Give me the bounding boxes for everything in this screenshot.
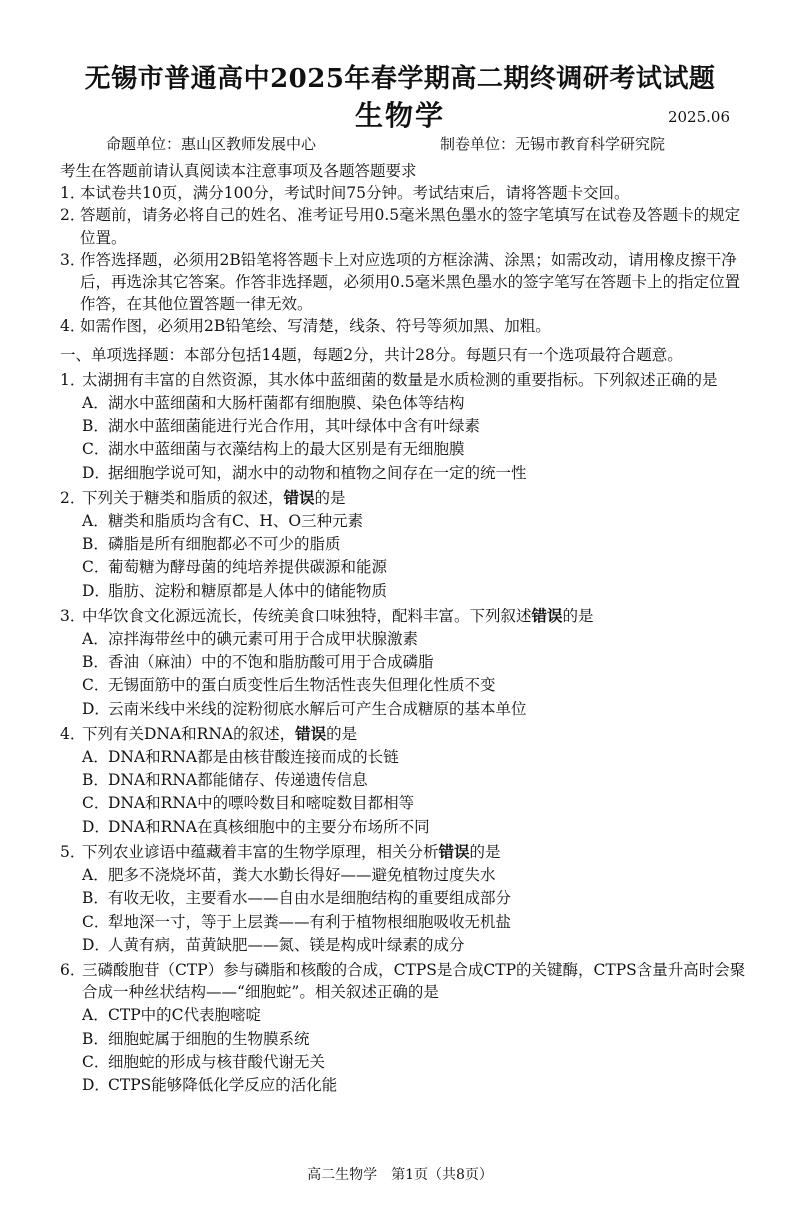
question-stem [60, 369, 750, 391]
question-text [82, 369, 750, 391]
option [60, 1074, 750, 1096]
option-label: A． [82, 512, 109, 531]
option [60, 934, 750, 956]
option-text: 犁地深一寸，等于上层粪——有利于植物根细胞吸收无机盐 [108, 912, 512, 931]
option-text: DNA和RNA都是由核苷酸连接而成的长链 [108, 748, 399, 767]
stem-text: 下列有关DNA和RNA的叙述， [82, 724, 296, 743]
option-text: CTPS能够降低化学反应的活化能 [108, 1075, 338, 1094]
option-text: 脂肪、淀粉和糖原都是人体中的储能物质 [108, 581, 388, 600]
print-unit: 制卷单位：无锡市教育科学研究院 [440, 135, 666, 153]
subject-title: 生物学 [354, 99, 445, 132]
option [60, 392, 750, 414]
option [60, 1028, 750, 1050]
option-text: 无锡面筋中的蛋白质变性后生物活性丧失但理化性质不变 [108, 676, 496, 695]
question [60, 841, 750, 956]
question-number: 4． [60, 724, 86, 743]
option [60, 462, 750, 484]
option-text: 湖水中蓝细菌能进行光合作用，其叶绿体中含有叶绿素 [108, 417, 481, 436]
exam-date: 2025.06 [667, 108, 730, 126]
option [60, 674, 750, 696]
stem-tail: 的是 [562, 606, 594, 625]
stem-emphasis: 错误 [438, 841, 470, 861]
option-label: B． [82, 1029, 109, 1048]
option-label: D． [82, 817, 110, 836]
question-number: 2． [60, 488, 86, 507]
notice-item [60, 249, 750, 316]
exam-title: 无锡市普通高中2025年春学期高二期终调研考试试题 [84, 64, 716, 94]
question-stem [60, 959, 750, 1003]
option [60, 911, 750, 933]
option-text: 人黄有病，苗黄缺肥——氮、镁是构成叶绿素的成分 [108, 935, 465, 954]
option [60, 1004, 750, 1026]
option [60, 580, 750, 602]
option [60, 746, 750, 768]
author-unit: 命题单位：惠山区教师发展中心 [106, 135, 317, 153]
notice-item-text: 作答选择题，必须用2B铅笔将答题卡上对应选项的方框涂满、涂黑；如需改动，请用橡皮擦干净后，再选涂其它答案。作答非选择题，必须用0.5毫米黑色墨水的签字笔写在答题卡上的指定位置作答，在其他位置答题一律无效。 [80, 250, 741, 314]
option-text: CTP中的C代表胞嘧啶 [108, 1006, 261, 1025]
question-stem [60, 487, 750, 509]
option-text: 凉拌海带丝中的碘元素可用于合成甲状腺激素 [108, 630, 419, 649]
option-text: DNA和RNA在真核细胞中的主要分布场所不同 [108, 817, 430, 836]
stem-emphasis: 错误 [283, 487, 315, 507]
notice-item [60, 182, 750, 204]
notice-item [60, 315, 750, 337]
question-number: 6． [60, 960, 86, 979]
option-label: C． [82, 1052, 110, 1071]
option-text: 据细胞学说可知，湖水中的动物和植物之间存在一定的统一性 [108, 463, 527, 482]
option-text: 香油（麻油）中的不饱和脂肪酸可用于合成磷脂 [108, 653, 434, 672]
option-text: 湖水中蓝细菌和大肠杆菌都有细胞膜、染色体等结构 [108, 394, 465, 413]
option-label: B． [82, 535, 109, 554]
question-stem [60, 723, 750, 745]
option [60, 698, 750, 720]
question [60, 369, 750, 484]
stem-text: 中华饮食文化源远流长，传统美食口味独特，配料丰富。下列叙述 [82, 606, 532, 625]
option [60, 510, 750, 532]
option [60, 864, 750, 886]
notice-item-text: 如需作图，必须用2B铅笔绘、写清楚，线条、符号等须加黑、加粗。 [80, 317, 551, 336]
notice-heading: 考生在答题前请认真阅读本注意事项及各题答题要求 [60, 162, 417, 180]
option-text: 细胞蛇属于细胞的生物膜系统 [108, 1029, 310, 1048]
option-label: A． [82, 394, 109, 413]
question-number: 5． [60, 842, 86, 861]
option-label: C． [82, 440, 110, 459]
notice-item-text: 本试卷共10页，满分100分，考试时间75分钟。考试结束后，请将答题卡交回。 [80, 184, 630, 203]
option-text: 磷脂是所有细胞都必不可少的脂质 [108, 535, 341, 554]
option [60, 769, 750, 791]
stem-text: 三磷酸胞苷（CTP）参与磷脂和核酸的合成，CTPS是合成CTP的关键酶，CTPS含量升高时会聚合成一种丝状结构——“细胞蛇”。相关叙述正确的是 [82, 960, 746, 1002]
option [60, 816, 750, 838]
option-label: A． [82, 630, 109, 649]
question-text [82, 605, 750, 627]
option-label: C． [82, 676, 110, 695]
option [60, 628, 750, 650]
option-label: C． [82, 558, 110, 577]
option-label: D． [82, 935, 110, 954]
question-stem [60, 841, 750, 863]
stem-emphasis: 错误 [295, 723, 327, 743]
option [60, 792, 750, 814]
option-label: B． [82, 417, 109, 436]
option-text: DNA和RNA都能储存、传递遗传信息 [108, 771, 368, 790]
option-text: 葡萄糖为酵母菌的纯培养提供碳源和能源 [108, 558, 388, 577]
exam-body [60, 160, 750, 1096]
option [60, 556, 750, 578]
question [60, 959, 750, 1096]
notice-item-text: 答题前，请务必将自己的姓名、准考证号用0.5毫米黑色墨水的签字笔填写在试卷及答题卡的规定位置。 [80, 206, 741, 247]
question-number: 1． [60, 370, 86, 389]
option [60, 1051, 750, 1073]
stem-text: 下列关于糖类和脂质的叙述， [82, 488, 284, 507]
option-label: B． [82, 653, 109, 672]
question-text [82, 959, 750, 1003]
question [60, 487, 750, 602]
option [60, 887, 750, 909]
notice-item-number: 2． [60, 206, 86, 225]
option-text: 糖类和脂质均含有C、H、O三种元素 [108, 512, 364, 531]
question-stem [60, 605, 750, 627]
option-label: D． [82, 581, 110, 600]
notice-item [60, 204, 750, 248]
option-text: 细胞蛇的形成与核苷酸代谢无关 [108, 1052, 326, 1071]
option [60, 415, 750, 437]
question [60, 723, 750, 838]
option-label: D． [82, 1075, 110, 1094]
option-label: B． [82, 771, 109, 790]
option-label: D． [82, 699, 110, 718]
stem-tail: 的是 [314, 488, 346, 507]
stem-emphasis: 错误 [531, 605, 563, 625]
notice-item-number: 4． [60, 317, 86, 336]
section-heading: 一、单项选择题：本部分包括14题，每题2分，共计28分。每题只有一个选项最符合题意。 [60, 345, 683, 364]
question-text [82, 723, 750, 745]
option-text: 云南米线中米线的淀粉彻底水解后可产生合成糖原的基本单位 [108, 699, 527, 718]
option-label: A． [82, 748, 109, 767]
option [60, 438, 750, 460]
option-label: B． [82, 889, 109, 908]
question-text [82, 487, 750, 509]
option-label: C． [82, 912, 110, 931]
option-text: 湖水中蓝细菌与衣藻结构上的最大区别是有无细胞膜 [108, 440, 465, 459]
notice-item-number: 3． [60, 250, 86, 269]
question [60, 605, 750, 720]
stem-tail: 的是 [326, 724, 358, 743]
option [60, 533, 750, 555]
option-label: D． [82, 463, 110, 482]
question-text [82, 841, 750, 863]
option-label: C． [82, 794, 110, 813]
option-label: A． [82, 866, 109, 885]
stem-text: 太湖拥有丰富的自然资源，其水体中蓝细菌的数量是水质检测的重要指标。下列叙述正确的是 [82, 370, 718, 389]
stem-text: 下列农业谚语中蕴藏着丰富的生物学原理，相关分析 [82, 842, 439, 861]
option [60, 651, 750, 673]
notice-item-number: 1． [60, 184, 86, 203]
question-number: 3． [60, 606, 86, 625]
page-footer: 高二生物学 第1页（共8页） [307, 1167, 493, 1183]
option-text: DNA和RNA中的嘌呤数目和嘧啶数目都相等 [108, 794, 415, 813]
stem-tail: 的是 [469, 842, 501, 861]
option-label: A． [82, 1006, 109, 1025]
option-text: 有收无收，主要看水——自由水是细胞结构的重要组成部分 [108, 889, 512, 908]
option-text: 肥多不浇烧坏苗，粪大水勤长得好——避免植物过度失水 [108, 866, 496, 885]
